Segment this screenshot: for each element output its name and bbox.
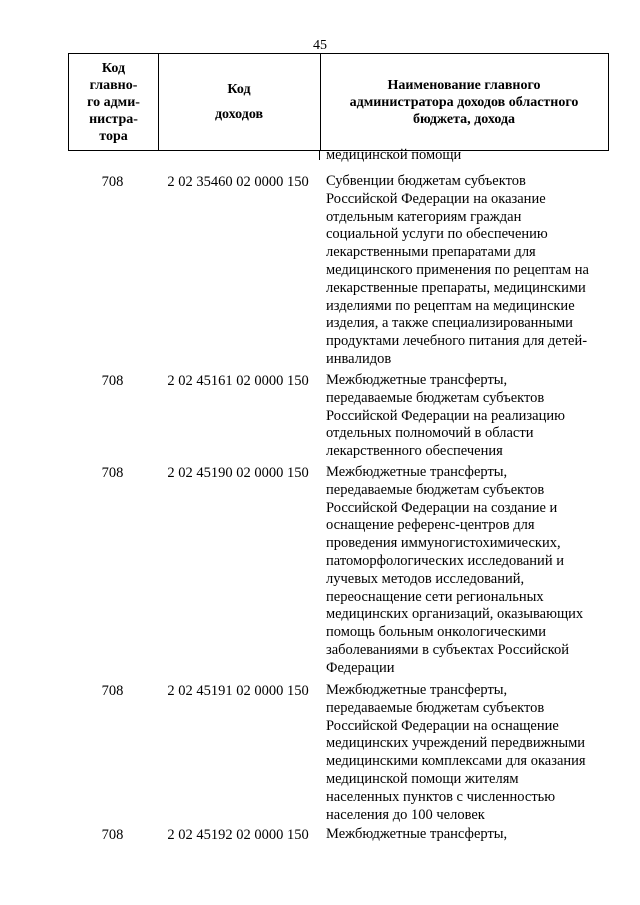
row-name: Субвенции бюджетам субъектов Российской Федерации на оказание отдельным категориям граждан социальной услуги по обеспечению лекарственными препаратами для медицинского применения по рецептам на лекарственные препараты, медицинскими изделиями по рецептам на медицинские изделия, а также специализированными продуктами лечебного питания для детей- инвалидов (326, 173, 589, 367)
column-divider (319, 150, 320, 160)
page-number: 45 (313, 38, 327, 53)
row-income-code: 2 02 35460 02 0000 150 (167, 174, 309, 190)
table-header (68, 53, 609, 151)
continued-text: медицинской помощи (326, 147, 462, 163)
header-admin-code (69, 54, 159, 150)
row-income-code: 2 02 45161 02 0000 150 (167, 373, 309, 389)
row-admin-code: 708 (101, 827, 124, 843)
header-name (320, 54, 608, 150)
header-name-label: Наименование главного администратора доходов областного бюджета, дохода (349, 77, 579, 127)
header-income-code (158, 54, 321, 150)
row-admin-code: 708 (101, 465, 124, 481)
header-income-code-label: Код доходов (214, 82, 264, 122)
row-name: Межбюджетные трансферты, (326, 826, 508, 842)
row-admin-code: 708 (101, 683, 124, 699)
row-name: Межбюджетные трансферты, передаваемые бюджетам субъектов Российской Федерации на реализацию отдельных полномочий в области лекарственного обеспечения (326, 372, 565, 460)
row-admin-code: 708 (101, 373, 124, 389)
row-name: Межбюджетные трансферты, передаваемые бюджетам субъектов Российской Федерации на создание и оснащение референс-центров для проведения иммуногистохимических, патоморфологических исследований и лучевых методов исследований, переоснащение сети региональных медицинских организаций, оказывающих помощь больным онкологическими заболеваниями в субъектах Российской Федерации (326, 464, 584, 676)
row-income-code: 2 02 45192 02 0000 150 (167, 827, 309, 843)
row-admin-code: 708 (101, 174, 124, 190)
row-income-code: 2 02 45191 02 0000 150 (167, 683, 309, 699)
row-income-code: 2 02 45190 02 0000 150 (167, 465, 309, 481)
row-name: Межбюджетные трансферты, передаваемые бюджетам субъектов Российской Федерации на оснащение медицинских учреждений передвижными медицинскими комплексами для оказания медицинской помощи жителям населенных пунктов с численностью населения до 100 человек (326, 682, 586, 823)
header-admin-code-label: Код главно- го адми- нистра- тора (87, 60, 140, 144)
